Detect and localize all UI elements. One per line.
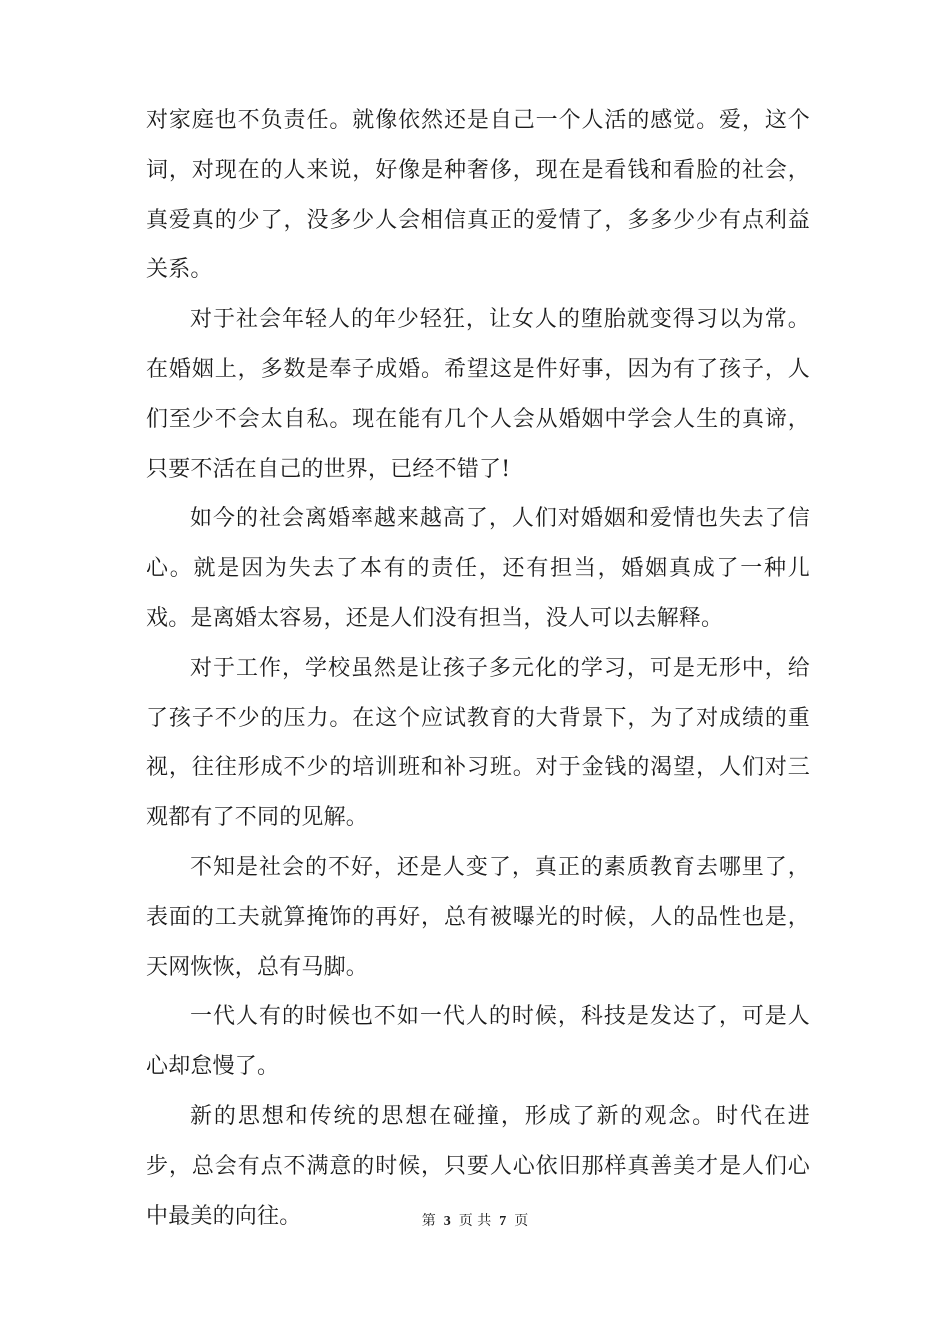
paragraph: 对家庭也不负责任。就像依然还是自己一个人活的感觉。爱，这个词，对现在的人来说，好像是种奢侈，现在是看钱和看脸的社会，真爱真的少了，没多少人会相信真正的爱情了，多多少少有点利益关系。 (146, 108, 810, 283)
document-body (146, 96, 810, 1241)
paragraph: 如今的社会离婚率越来越高了，人们对婚姻和爱情也失去了信心。就是因为失去了本有的责任，还有担当，婚姻真成了一种儿戏。是离婚太容易，还是人们没有担当，没人可以去解释。 (146, 506, 810, 631)
paragraph: 新的思想和传统的思想在碰撞，形成了新的观念。时代在进步，总会有点不满意的时候，只要人心依旧那样真善美才是人们心中最美的向往。 (146, 1103, 810, 1229)
paragraph: 对于社会年轻人的年少轻狂，让女人的堕胎就变得习以为常。在婚姻上，多数是奉子成婚。希望这是件好事，因为有了孩子，人们至少不会太自私。现在能有几个人会从婚姻中学会人生的真谛，只要不活在自己的世界，已经不错了! (146, 307, 810, 482)
current-page-number: 3 (443, 1214, 451, 1229)
paragraph: 对于工作，学校虽然是让孩子多元化的学习，可是无形中，给了孩子不少的压力。在这个应试教育的大背景下，为了对成绩的重视，往往形成不少的培训班和补习班。对于金钱的渴望，人们对三观都有了不同的见解。 (146, 655, 810, 831)
footer-suffix: 页 (514, 1213, 529, 1229)
paragraph: 一代人有的时候也不如一代人的时候，科技是发达了，可是人心却怠慢了。 (146, 1004, 810, 1080)
footer-prefix: 第 (421, 1213, 436, 1229)
page-footer (0, 1210, 950, 1230)
total-pages-number: 7 (499, 1214, 507, 1229)
paragraph: 不知是社会的不好，还是人变了，真正的素质教育去哪里了，表面的工夫就算掩饰的再好，总有被曝光的时候，人的品性也是，天网恢恢，总有马脚。 (146, 854, 810, 980)
footer-middle: 页 共 (458, 1213, 492, 1229)
